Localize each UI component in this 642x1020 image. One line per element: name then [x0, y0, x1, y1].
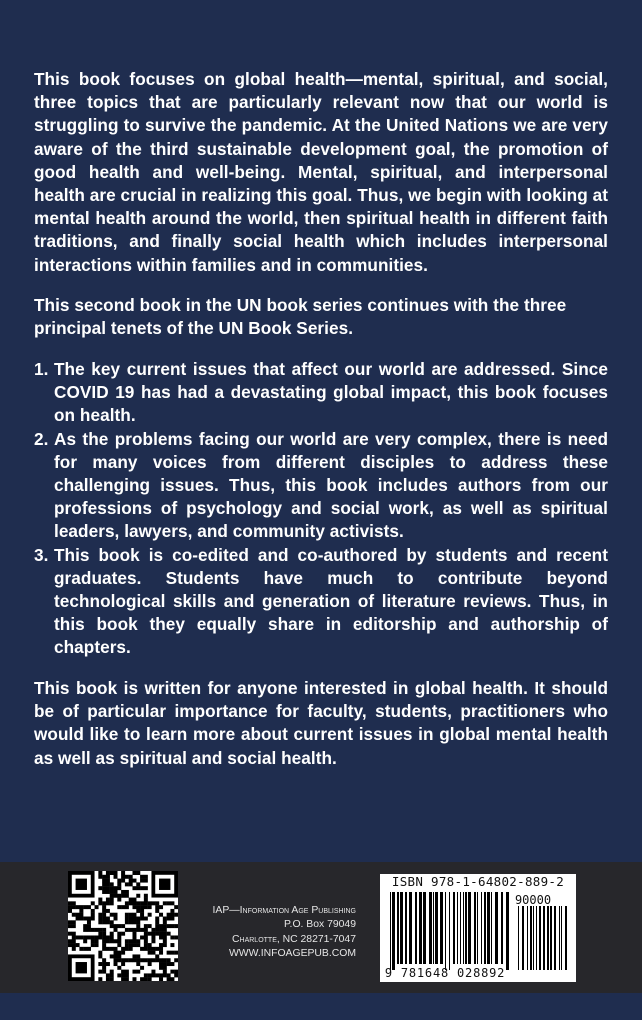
list-item-text: As the problems facing our world are very complex, there is need for many voices from different disciples to address these challenging issues. Thus, this book includes authors from our professions of psychology and social work, as well as spiritual leaders, lawyers, and community activists. [54, 428, 608, 542]
list-item [34, 358, 608, 428]
list-item-text: The key current issues that affect our world are addressed. Since COVID 19 has had a devastating global impact, this book focuses on health. [54, 359, 608, 426]
publisher-website: WWW.INFOAGEPUB.COM [229, 948, 356, 960]
qr-code-icon [68, 871, 178, 981]
list-item [34, 544, 608, 660]
list-item-number: 1. [34, 359, 49, 379]
list-item-text: This book is co-edited and co-authored by students and recent graduates. Students have much to contribute beyond technological skills and generation of literature reviews. Thus, in this book they equally share in editorship and authorship of chapters. [54, 544, 608, 658]
isbn-label: ISBN 978-1-64802-889-2 [391, 874, 565, 889]
tenets-list [34, 358, 608, 660]
publisher-po-box: P.O. Box 79049 [283, 919, 356, 931]
description-paragraph-1: This book focuses on global health—mental, spiritual, and social, three topics that are particularly relevant now that our world is struggling to survive the pandemic. At the United Nations we are very aware of the third sustainable development goal, the promotion of good health and well-being. Mental, spiritual, and interpersonal health are crucial in realizing this goal. Thus, we begin with looking at mental health around the world, then spiritual health in different faith traditions, and finally social health which includes interpersonal interactions within families and in communities. [34, 69, 608, 275]
publisher-name: IAP—Information Age Publishing [212, 905, 356, 916]
list-item-number: 3. [34, 544, 49, 565]
price-code: 90000 [514, 893, 552, 907]
publisher-city: Charlotte, NC 28271-7047 [232, 933, 356, 945]
description-paragraph-2: This second book in the UN book series continues with the three principal tenets of the UN Book Series. [34, 295, 567, 339]
ean-digits: 9 781648 028892 [384, 966, 506, 980]
description-paragraph-3: This book is written for anyone interested in global health. It should be of particular importance for faculty, students, practitioners who would like to learn more about current issues in global mental health as well as spiritual and social health. [34, 678, 608, 768]
publisher-info [186, 904, 356, 962]
list-item-number: 2. [34, 428, 49, 449]
list-item [34, 428, 608, 544]
